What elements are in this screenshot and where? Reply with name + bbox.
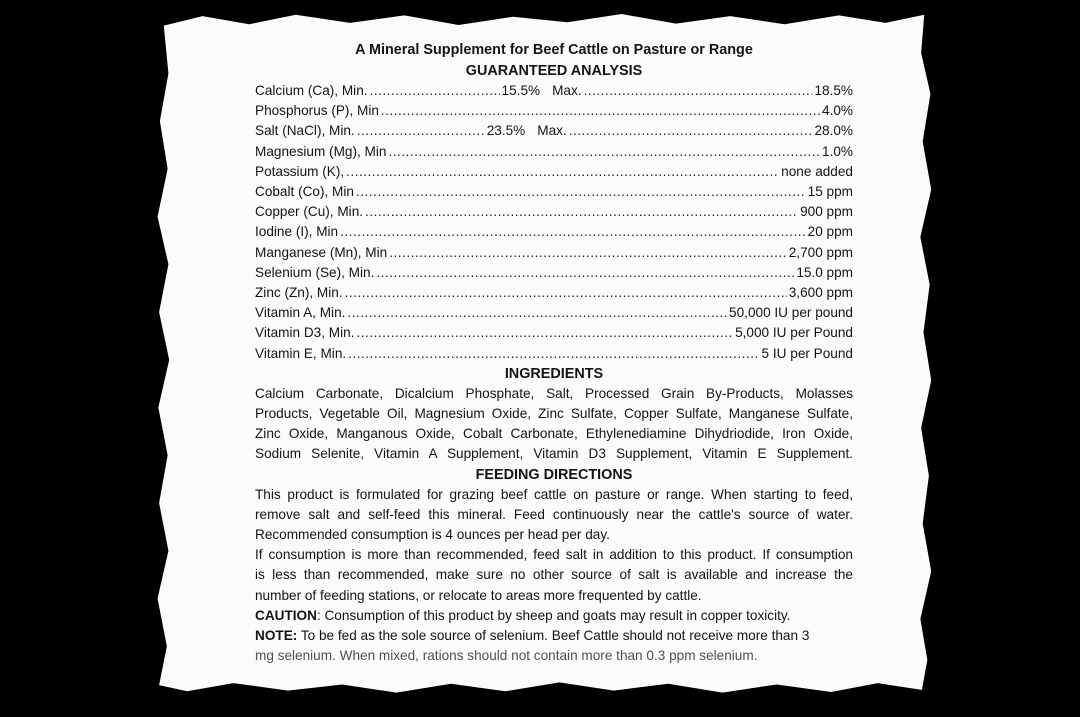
feeding-directions-paragraph-2 — [255, 545, 853, 606]
analysis-label: Selenium (Se), Min. — [255, 264, 375, 280]
feeding-directions-paragraph-1 — [255, 485, 853, 546]
analysis-max-label: Max. — [537, 123, 567, 139]
caution-text: : Consumption of this product by sheep and goats may result in copper toxicity. — [316, 607, 791, 623]
feeding-line: is less than recommended, make sure no other source of salt is available and increase the — [255, 567, 853, 583]
analysis-label: Magnesium (Mg), Min — [255, 143, 387, 159]
analysis-label: Vitamin D3, Min. — [255, 325, 355, 341]
analysis-min-value: 23.5% — [486, 123, 526, 139]
analysis-row-zinc — [255, 283, 853, 303]
analysis-label: Cobalt (Co), Min — [255, 184, 354, 200]
analysis-row-salt — [255, 121, 853, 141]
analysis-value: 1.0% — [822, 143, 853, 159]
guaranteed-analysis-heading: GUARANTEED ANALYSIS — [465, 63, 643, 79]
guaranteed-analysis-list — [255, 81, 853, 364]
caution-statement — [255, 606, 853, 626]
analysis-min-value: 15.5% — [501, 83, 541, 98]
analysis-value: 4.0% — [822, 103, 853, 119]
analysis-value: 3,600 ppm — [788, 285, 853, 301]
analysis-value: 900 ppm — [800, 204, 853, 220]
analysis-label: Vitamin E, Min. — [255, 345, 347, 361]
analysis-row-manganese — [255, 243, 853, 263]
analysis-value: 28.0% — [814, 123, 853, 139]
analysis-row-calcium — [255, 81, 853, 101]
feeding-line: Recommended consumption is 4 ounces per head per day. — [255, 527, 610, 543]
analysis-label: Vitamin A, Min. — [255, 305, 346, 321]
note-label: NOTE: — [255, 628, 298, 644]
analysis-max-label: Max. — [552, 83, 582, 98]
analysis-value: 2,700 ppm — [788, 244, 853, 260]
analysis-label: Potassium (K), — [255, 163, 345, 179]
analysis-label: Iodine (I), Min — [255, 224, 339, 240]
analysis-row-vitamin-a — [255, 303, 853, 323]
analysis-row-iodine — [255, 222, 853, 242]
analysis-value: none added — [781, 163, 853, 179]
analysis-label: Zinc (Zn), Min. — [255, 285, 343, 301]
note-text-line-2: mg selenium. When mixed, rations should not contain more than 0.3 ppm selenium. — [255, 648, 758, 664]
feeding-line: number of feeding stations, or relocate to areas more frequented by cattle. — [255, 587, 702, 603]
analysis-value: 5 IU per Pound — [761, 345, 853, 361]
analysis-row-copper — [255, 202, 853, 222]
feeding-directions-heading: FEEDING DIRECTIONS — [475, 466, 633, 483]
analysis-label: Phosphorus (P), Min — [255, 103, 379, 119]
analysis-value: 15 ppm — [807, 184, 853, 200]
analysis-value: 5,000 IU per Pound — [735, 325, 853, 341]
analysis-value: 15.0 ppm — [796, 264, 853, 280]
analysis-row-phosphorus — [255, 101, 853, 121]
document-title: A Mineral Supplement for Beef Cattle on Pasture or Range — [355, 42, 753, 58]
analysis-row-selenium — [255, 263, 853, 283]
note-statement — [255, 626, 853, 646]
ingredients-line: Products, Vegetable Oil, Magnesium Oxide, Zinc Sulfate, Copper Sulfate, Manganese Sulfate, — [255, 406, 853, 422]
ingredients-heading: INGREDIENTS — [504, 365, 604, 382]
caution-label: CAUTION — [255, 607, 317, 623]
analysis-row-magnesium — [255, 142, 853, 162]
analysis-row-vitamin-d3 — [255, 323, 853, 343]
analysis-value: 50,000 IU per pound — [729, 305, 853, 321]
feeding-line: This product is formulated for grazing beef cattle on pasture or range. When starting to feed, — [255, 486, 853, 502]
feeding-line: remove salt and self-feed this mineral. Feed continuously near the cattle's source of water. — [255, 506, 853, 522]
analysis-label: Manganese (Mn), Min — [255, 244, 388, 260]
note-text-line-1: To be fed as the sole source of selenium. Beef Cattle should not receive more than 3 — [297, 628, 810, 644]
analysis-value: 20 ppm — [807, 224, 853, 240]
analysis-row-vitamin-e — [255, 344, 853, 364]
analysis-label: Salt (NaCl), Min. — [255, 123, 355, 139]
analysis-row-potassium — [255, 162, 853, 182]
ingredients-line: Calcium Carbonate, Dicalcium Phosphate, Salt, Processed Grain By-Products, Molasses — [255, 385, 853, 401]
analysis-row-cobalt — [255, 182, 853, 202]
analysis-label: Copper (Cu), Min. — [255, 204, 364, 220]
ingredients-text — [255, 384, 853, 465]
analysis-label: Calcium (Ca), Min. — [255, 83, 368, 98]
feeding-line: If consumption is more than recommended, feed salt in addition to this product. If consumption — [255, 547, 853, 563]
analysis-value: 18.5% — [814, 83, 853, 98]
ingredients-line: Sodium Selenite, Vitamin A Supplement, Vitamin D3 Supplement, Vitamin E Supplement. — [255, 446, 853, 462]
feed-label-document — [255, 40, 853, 666]
ingredients-line: Zinc Oxide, Manganous Oxide, Cobalt Carbonate, Ethylenediamine Dihydriodide, Iron Oxide, — [255, 426, 853, 442]
